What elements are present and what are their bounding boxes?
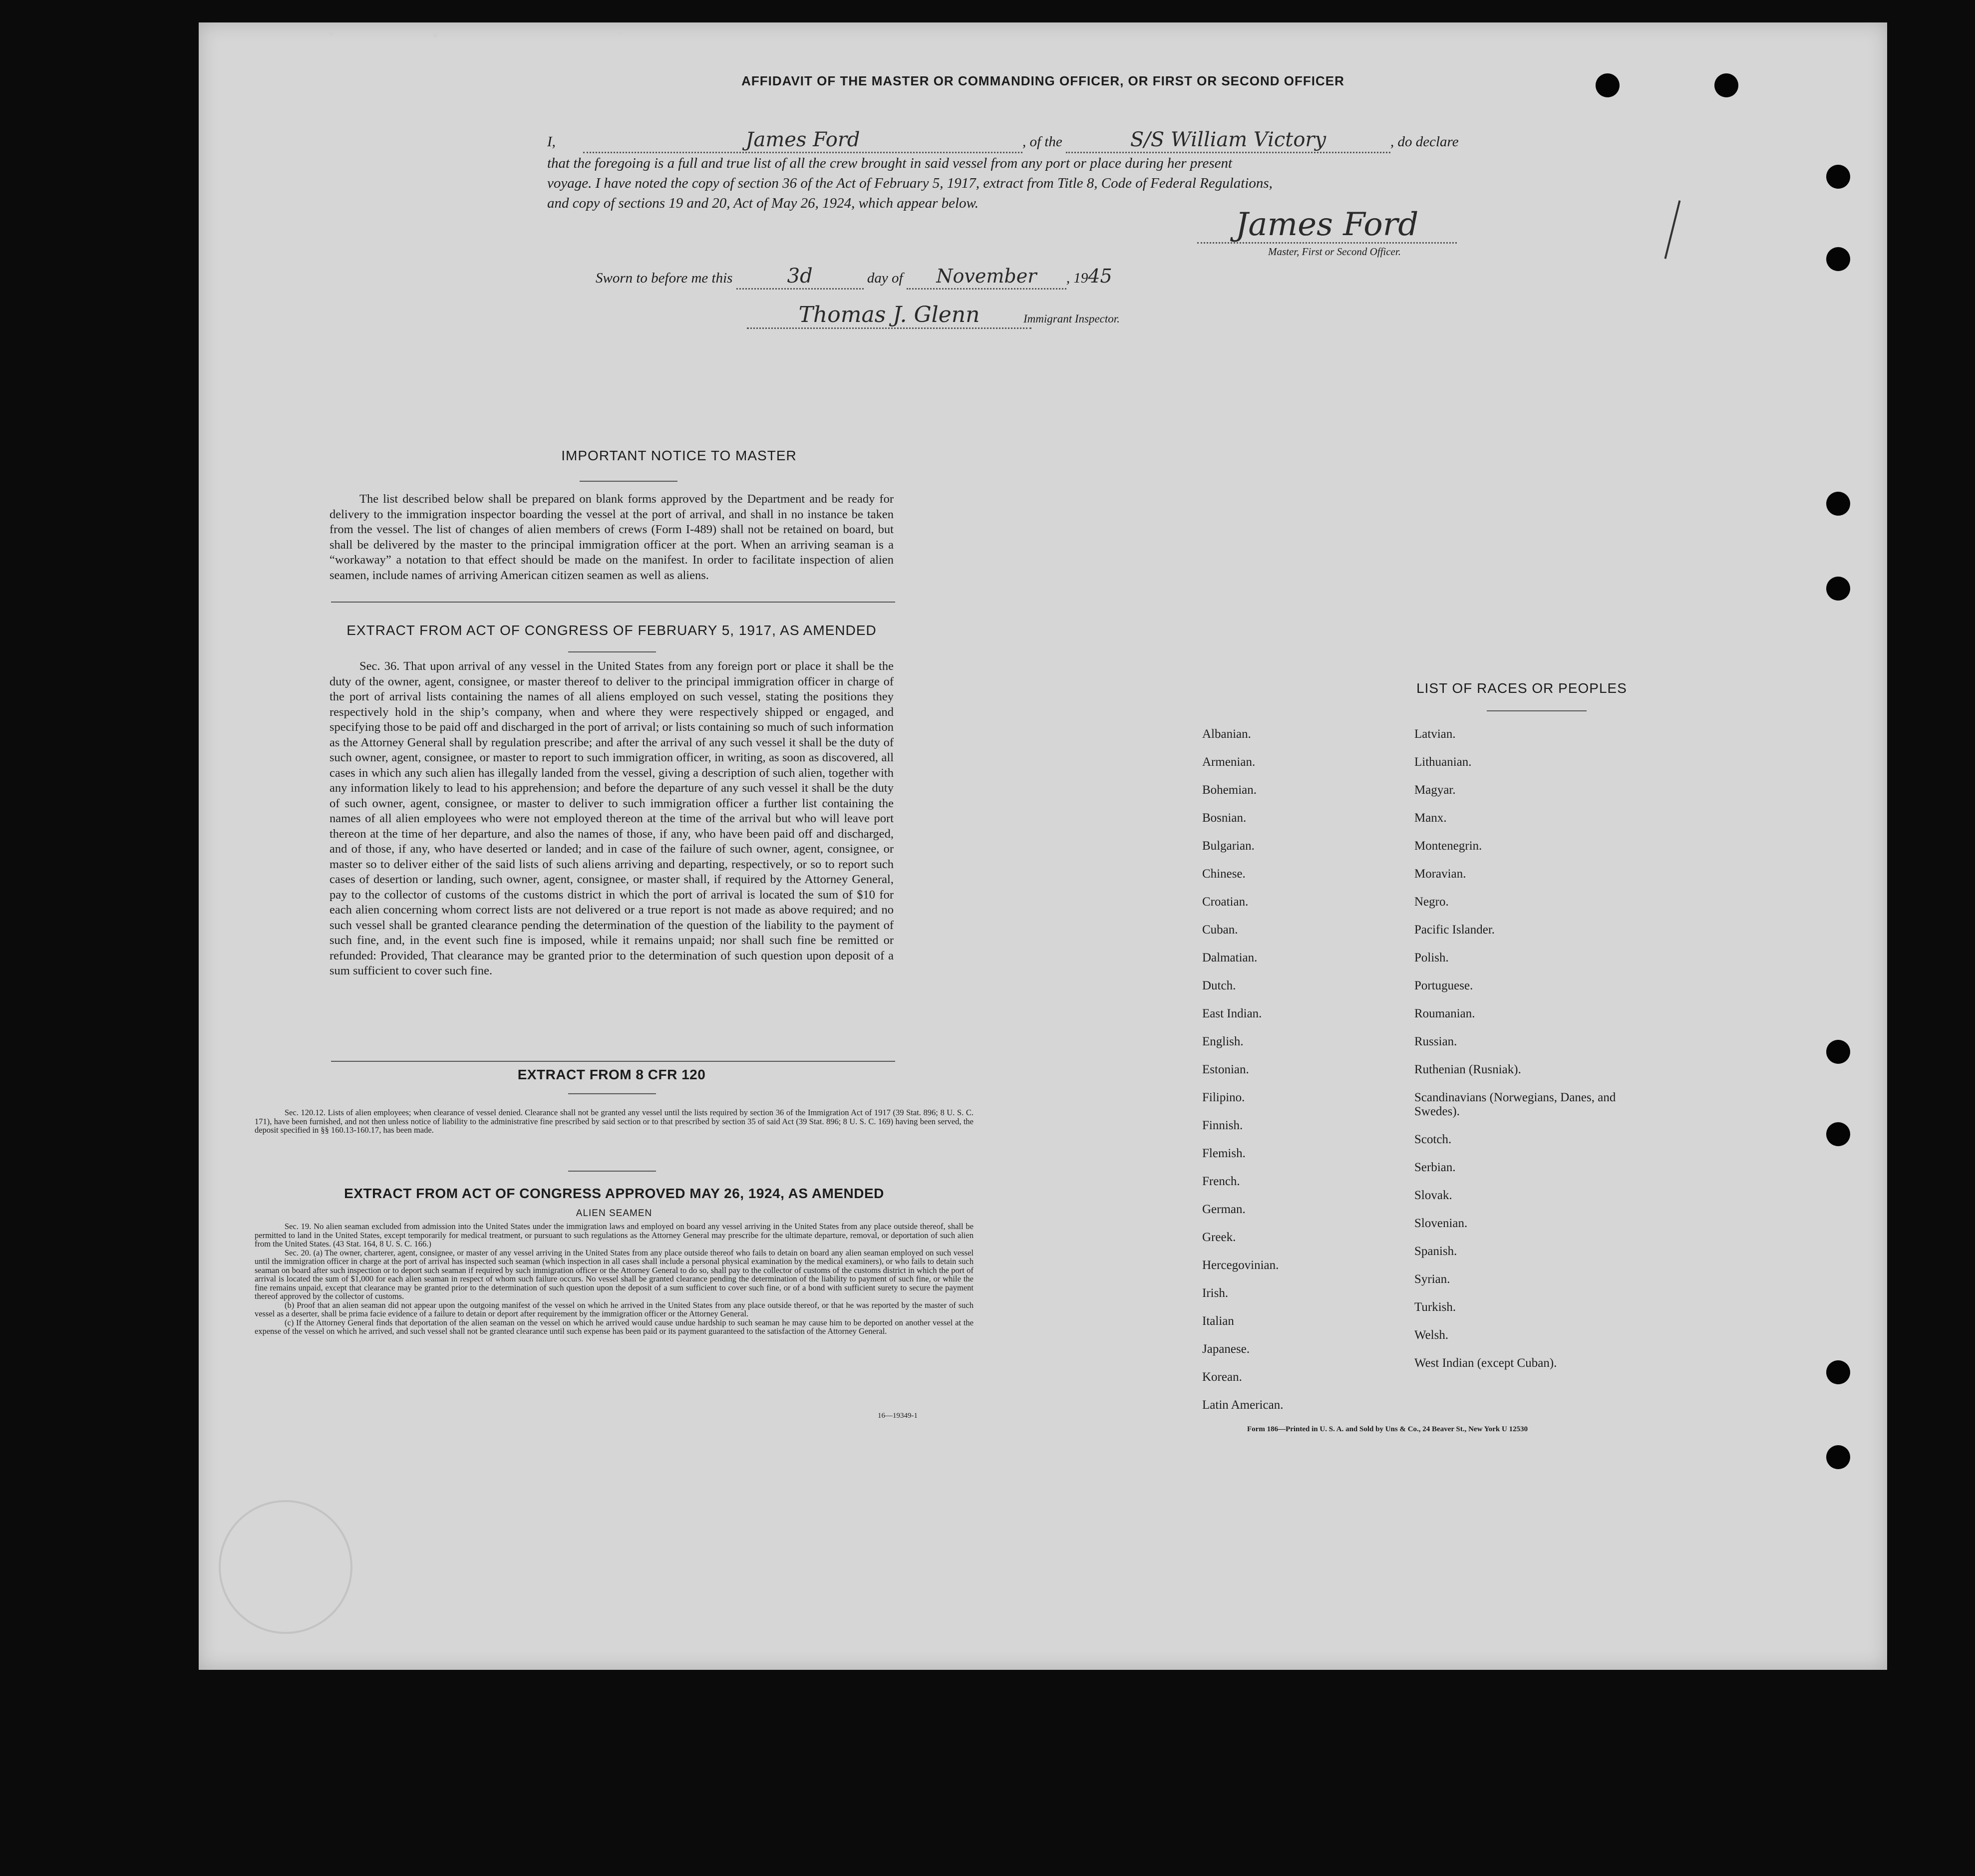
race-item: Roumanian. xyxy=(1414,1007,1475,1020)
inspector-signature-line xyxy=(747,302,1031,329)
race-item: Italian xyxy=(1202,1314,1234,1328)
race-item: Latvian. xyxy=(1414,727,1456,741)
master-signature: James Ford xyxy=(1197,207,1457,244)
race-item: Welsh. xyxy=(1414,1328,1449,1342)
sec-19-text: Sec. 19. No alien seaman excluded from admission into the United States under the immigration laws and employed on board any vessel arriving in the United States from any place outside thereof, shall be permitted to land in the United States, except temporarily for medical treatment, or pursuant to such regulations as the Attorney General may prescribe for the ultimate departure, removal, or deportation of such alien from the United States. (43 Stat. 164, 8 U. S. C. 166.) xyxy=(255,1222,974,1249)
race-item: Dutch. xyxy=(1202,979,1236,992)
race-item: Korean. xyxy=(1202,1370,1242,1384)
race-item: Spanish. xyxy=(1414,1245,1457,1258)
alien-seamen-subheading: ALIEN SEAMEN xyxy=(576,1208,653,1219)
do-declare-label: , do declare xyxy=(1390,134,1459,150)
race-item: Pacific Islander. xyxy=(1414,923,1495,937)
race-item: Ruthenian (Rusniak). xyxy=(1414,1063,1521,1076)
race-item: Hercegovinian. xyxy=(1202,1258,1279,1272)
notice-text: The list described below shall be prepared on blank forms approved by the Department and be ready for delivery to the immigration inspector boarding the vessel at the port of arrival, and shall in no instance be taken from the vessel. The list of changes of alien members of crews (Form I-489) shall not be retained on board, but shall be delivered by the master to the principal immigration officer at the port. When an arriving seaman is a “workaway” a notation to that effect should be made on the manifest. In order to facilitate inspection of alien seamen, include names of arriving American citizen seamen as well as aliens. xyxy=(329,492,894,582)
sworn-line xyxy=(596,266,1112,290)
sec-20b-text: (b) Proof that an alien seaman did not appear upon the outgoing manifest of the vessel on which he arrived in the United States from any place outside thereof, or that he was reported by the master of such vessel as a deserter, shall be prima facie evidence of a failure to detain or deport after requirement by the immigration officer or the Attorney General. xyxy=(255,1300,974,1318)
race-item: Dalmatian. xyxy=(1202,951,1258,964)
races-heading: LIST OF RACES OR PEOPLES xyxy=(1416,680,1627,696)
race-item: German. xyxy=(1202,1203,1246,1216)
form-footer: Form 186—Printed in U. S. A. and Sold by Uns & Co., 24 Beaver St., New York U 12530 xyxy=(1247,1425,1528,1433)
race-item: Slovenian. xyxy=(1414,1217,1468,1230)
race-item: Lithuanian. xyxy=(1414,755,1472,769)
race-item: West Indian (except Cuban). xyxy=(1414,1356,1557,1370)
affidavit-line-2: that the foregoing is a full and true list of all the crew brought in said vessel from any port or place during her present xyxy=(547,155,1233,171)
race-item: Montenegrin. xyxy=(1414,839,1482,853)
race-item: Filipino. xyxy=(1202,1091,1245,1104)
divider xyxy=(331,602,895,603)
extract-1917-heading: EXTRACT FROM ACT OF CONGRESS OF FEBRUARY 5, 1917, AS AMENDED xyxy=(346,623,877,638)
punch-hole xyxy=(1826,247,1850,271)
race-item: Finnish. xyxy=(1202,1119,1243,1132)
punch-hole xyxy=(1826,492,1850,516)
race-item: Chinese. xyxy=(1202,867,1246,881)
sec-20c-text: (c) If the Attorney General finds that deportation of the alien seaman on the vessel on which he arrived would cause undue hardship to such seaman he may cause him to be deported on another vessel at the expense of the vessel on which he arrived, and such vessel shall not be granted clearance until such expense has been paid or its payment guaranteed to the satisfaction of the Attorney General. xyxy=(255,1317,974,1336)
extract-cfr-text: Sec. 120.12. Lists of alien employees; when clearance of vessel denied. Clearance shall not be granted any vessel until the lists required by section 36 of the Immigration Act of 1917 (39 Stat. 896; 8 U. S. C. 171), have been furnished, and not then unless notice of liability to the administrative fine prescribed by said section or to that prescribed by section 35 of said Act (39 Stat. 896; 8 U. S. C. 169) having been served, the deposit specified in §§ 160.13-160.17, has been made. xyxy=(255,1108,974,1135)
race-item: Slovak. xyxy=(1414,1189,1452,1202)
signature-caption: Master, First or Second Officer. xyxy=(1268,246,1401,258)
race-item: Irish. xyxy=(1202,1286,1229,1300)
race-item: Scandinavians (Norwegians, Danes, and Swedes). xyxy=(1414,1091,1616,1118)
embossed-seal xyxy=(219,1500,352,1634)
race-item: Bulgarian. xyxy=(1202,839,1255,853)
race-item: Manx. xyxy=(1414,811,1447,825)
punch-hole xyxy=(1826,1040,1850,1064)
divider xyxy=(580,481,677,482)
document-page xyxy=(199,22,1887,1670)
sworn-day-handwritten: 3d xyxy=(787,265,813,288)
sec-20a-text: Sec. 20. (a) The owner, charterer, agent, consignee, or master of any vessel arriving in the United States from any place outside thereof who fails to detain on board any alien seaman employed on such vessel until the immigration officer in charge at the port of arrival has inspected such seaman (which inspection in all cases shall include a personal physical examination by the medical examiners), or who fails to detain such seaman on board after such inspection or to deport such seaman if required by such immigration officer or the Attorney General to do so, shall pay to the collector of customs of the customs district in which the port of arrival is located the sum of $1,000 for each alien seaman in respect of whom such failure occurs. No vessel shall be granted clearance pending the determination of the liability to payment of such fine, or while the fine remains unpaid, except that clearance may be granted prior to the determination of such question upon the deposit of a sum sufficient to cover such fine, or of a bond with sufficient surety to secure the payment thereof approved by the collector of customs. xyxy=(255,1248,974,1301)
race-item: Bosnian. xyxy=(1202,811,1247,825)
dust-speck xyxy=(329,31,333,35)
sworn-label: Sworn to before me this xyxy=(596,270,733,286)
divider xyxy=(568,1171,656,1172)
race-item: English. xyxy=(1202,1035,1244,1048)
race-item: Polish. xyxy=(1414,951,1449,964)
race-item: Japanese. xyxy=(1202,1342,1250,1356)
divider xyxy=(568,1093,656,1094)
affidavit-line-4: and copy of sections 19 and 20, Act of May 26, 1924, which appear below. xyxy=(547,195,979,211)
extract-cfr-heading: EXTRACT FROM 8 CFR 120 xyxy=(517,1067,706,1082)
affidavit-statement xyxy=(547,130,1685,213)
punch-hole xyxy=(1826,1122,1850,1146)
race-item: Estonian. xyxy=(1202,1063,1249,1076)
race-item: Portuguese. xyxy=(1414,979,1473,992)
punch-hole xyxy=(1826,577,1850,601)
day-of-label: day of xyxy=(867,270,903,286)
race-item: Russian. xyxy=(1414,1035,1457,1048)
vessel-name-handwritten: S/S William Victory xyxy=(1130,128,1326,151)
dust-speck xyxy=(618,30,622,34)
divider xyxy=(331,1061,895,1062)
affidavit-line-3: voyage. I have noted the copy of section 36 of the Act of February 5, 1917, extract from Title 8, Code of Federal Regulations, xyxy=(547,175,1273,191)
race-item: Flemish. xyxy=(1202,1147,1246,1160)
inspector-caption: Immigrant Inspector. xyxy=(1023,313,1120,325)
notice-heading: IMPORTANT NOTICE TO MASTER xyxy=(561,448,797,463)
dust-speck xyxy=(433,33,437,37)
divider xyxy=(1487,710,1587,711)
year-suffix-handwritten: 45 xyxy=(1088,265,1112,287)
i-label: I, xyxy=(547,134,556,150)
race-item: East Indian. xyxy=(1202,1007,1262,1020)
extract-1917-text: Sec. 36. That upon arrival of any vessel in the United States from any foreign port or place it shall be the duty of the owner, agent, consignee, or master thereof to deliver to the principal immigration officer in charge of the port of arrival lists containing the names of all aliens employed on such vessel, stating the positions they respectively hold in the ship’s company, when and where they were respectively shipped or engaged, and specifying those to be paid off and discharged in the port of arrival; or lists containing so much of such information as the Attorney General shall by regulation prescribe; and after the arrival of any such vessel it shall be the duty of such owner, agent, consignee, or master to report to such immigration officer, in writing, as soon as discovered, all cases in which any such alien has illegally landed from the vessel, giving a description of such alien, together with any information likely to lead to his apprehension; and before the departure of any such vessel it shall be the duty of such owner, agent, consignee, or master to deliver to such immigration officer a further list containing the names of all alien employees who were not employed thereon at the time of the arrival but who will leave port thereon at the time of her departure, and also the names of those, if any, who have been paid off and discharged, and of those, if any, who have deserted or landed; and in case of the failure of such owner, agent, consignee, or master so to deliver either of the said lists of such aliens arriving and departing, respectively, or so to report such cases of desertion or landing, such owner, agent, consignee, or master shall, if required by the Attorney General, pay to the collector of customs of the customs district in which the port of arrival is located the sum of $10 for each alien concerning whom correct lists are not delivered or a true report is not made as above required; and no such vessel shall be granted clearance pending the determination of the question of the liability to the payment of such fine, and, in the event such fine is imposed, while it remains unpaid; nor shall such fine be remitted or refunded: Provided, That clearance may be granted prior to the determination of such question upon deposit of a sum sufficient to cover such fine. xyxy=(329,659,894,977)
races-right-column xyxy=(1414,727,1624,1384)
extract-1924-heading: EXTRACT FROM ACT OF CONGRESS APPROVED MAY 26, 1924, AS AMENDED xyxy=(344,1186,884,1201)
punch-hole xyxy=(1714,73,1738,97)
race-item: Moravian. xyxy=(1414,867,1466,881)
races-left-column xyxy=(1202,727,1402,1426)
race-item: Albanian. xyxy=(1202,727,1251,741)
of-the-label: , of the xyxy=(1022,134,1062,150)
race-item: Syrian. xyxy=(1414,1272,1450,1286)
sworn-month-handwritten: November xyxy=(936,265,1037,287)
race-item: Armenian. xyxy=(1202,755,1256,769)
affidavit-heading: AFFIDAVIT OF THE MASTER OR COMMANDING OFFICER, OR FIRST OR SECOND OFFICER xyxy=(741,73,1344,88)
year-prefix: , 19 xyxy=(1066,270,1088,286)
race-item: Latin American. xyxy=(1202,1398,1284,1412)
race-item: Croatian. xyxy=(1202,895,1249,909)
punch-hole xyxy=(1826,1445,1850,1469)
inspector-signature: Thomas J. Glenn xyxy=(798,302,980,327)
form-code: 16—19349-1 xyxy=(878,1412,918,1420)
punch-hole xyxy=(1596,73,1620,97)
race-item: Bohemian. xyxy=(1202,783,1257,797)
divider xyxy=(568,651,656,652)
punch-hole xyxy=(1826,1360,1850,1384)
race-item: Scotch. xyxy=(1414,1133,1452,1146)
race-item: Negro. xyxy=(1414,895,1449,909)
race-item: Turkish. xyxy=(1414,1300,1456,1314)
race-item: Cuban. xyxy=(1202,923,1238,937)
master-name-handwritten: James Ford xyxy=(745,128,860,151)
punch-hole xyxy=(1826,165,1850,189)
race-item: Serbian. xyxy=(1414,1161,1456,1174)
race-item: French. xyxy=(1202,1175,1240,1188)
race-item: Greek. xyxy=(1202,1231,1236,1244)
race-item: Magyar. xyxy=(1414,783,1456,797)
extract-1924-body xyxy=(255,1222,974,1336)
